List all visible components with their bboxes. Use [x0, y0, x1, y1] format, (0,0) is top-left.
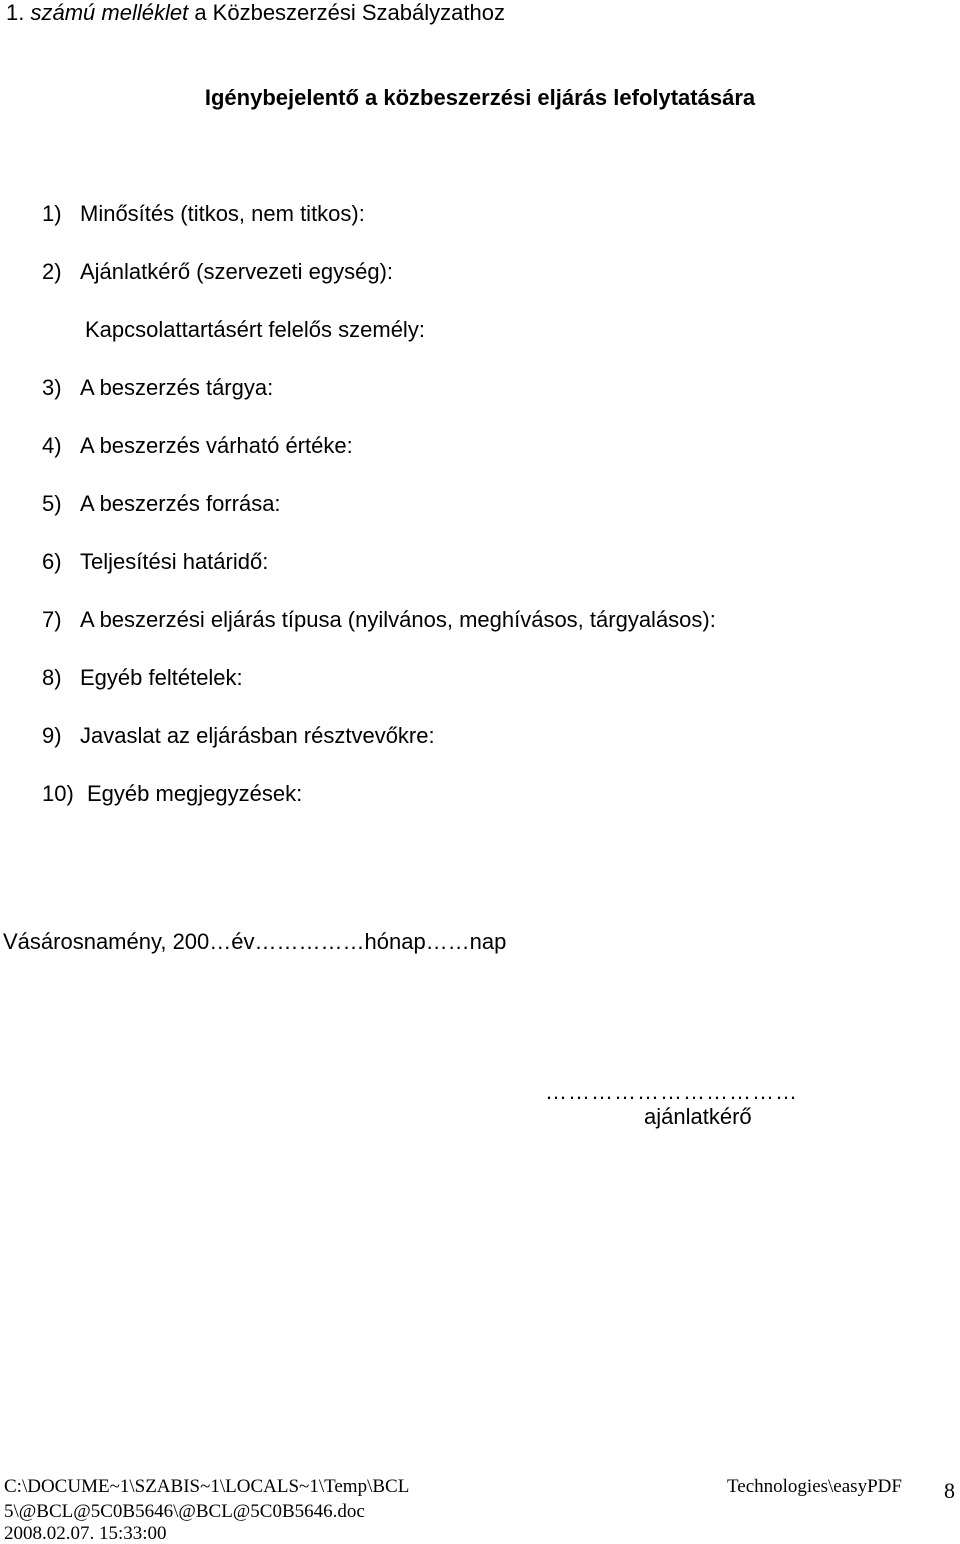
- item-number: 5): [42, 491, 62, 516]
- form-item-10: [42, 780, 302, 808]
- footer-timestamp: 2008.02.07. 15:33:00: [4, 1523, 167, 1544]
- item-label: Teljesítési határidő:: [80, 549, 269, 574]
- footer-path-line1: C:\DOCUME~1\SZABIS~1\LOCALS~1\Temp\BCL: [4, 1476, 410, 1497]
- item-number: 8): [42, 665, 62, 690]
- form-item-3: [42, 374, 273, 402]
- form-item-8: [42, 664, 243, 692]
- item-number: 3): [42, 375, 62, 400]
- item-label: A beszerzés forrása:: [80, 491, 281, 516]
- signature-dots: ……………………………: [545, 1079, 798, 1104]
- item-label: Egyéb feltételek:: [80, 665, 243, 690]
- form-item-5: [42, 490, 281, 518]
- item-number: 4): [42, 433, 62, 458]
- form-item-6: [42, 548, 268, 576]
- annex-header-italic: számú melléklet: [30, 0, 189, 25]
- item-label: Minősítés (titkos, nem titkos):: [80, 201, 365, 226]
- signature-label: ajánlatkérő: [644, 1104, 752, 1129]
- item-label: Kapcsolattartásért felelős személy:: [85, 317, 425, 342]
- item-number: 2): [42, 259, 62, 284]
- item-number: 9): [42, 723, 62, 748]
- item-label: A beszerzés várható értéke:: [80, 433, 353, 458]
- annex-header: [6, 0, 505, 26]
- page-number: 8: [944, 1478, 955, 1503]
- form-item-9: [42, 722, 435, 750]
- item-label: A beszerzés tárgya:: [80, 375, 274, 400]
- item-label: Egyéb megjegyzések:: [87, 781, 303, 806]
- item-number: 7): [42, 607, 62, 632]
- place-date-line: Vásárosnamény, 200…év……………hónap……nap: [3, 929, 507, 954]
- item-number: 10): [42, 781, 74, 806]
- item-label: A beszerzési eljárás típusa (nyilvános, meghívásos, tárgyalásos):: [80, 607, 716, 632]
- annex-header-rest: a Közbeszerzési Szabályzathoz: [194, 0, 505, 25]
- form-item-4: [42, 432, 353, 460]
- form-item-7: [42, 606, 716, 634]
- footer-generator: Technologies\easyPDF: [727, 1476, 902, 1497]
- item-label: Javaslat az eljárásban résztvevőkre:: [80, 723, 435, 748]
- item-number: 6): [42, 549, 62, 574]
- form-title: Igénybejelentő a közbeszerzési eljárás lefolytatására: [204, 85, 756, 110]
- footer-path-line2: 5\@BCL@5C0B5646\@BCL@5C0B5646.doc: [4, 1501, 365, 1522]
- item-number: 1): [42, 201, 62, 226]
- form-item-1: [42, 200, 365, 228]
- item-label: Ajánlatkérő (szervezeti egység):: [80, 259, 394, 284]
- annex-header-number: 1.: [6, 0, 25, 25]
- form-item-contact: [42, 316, 425, 344]
- form-item-2: [42, 258, 393, 286]
